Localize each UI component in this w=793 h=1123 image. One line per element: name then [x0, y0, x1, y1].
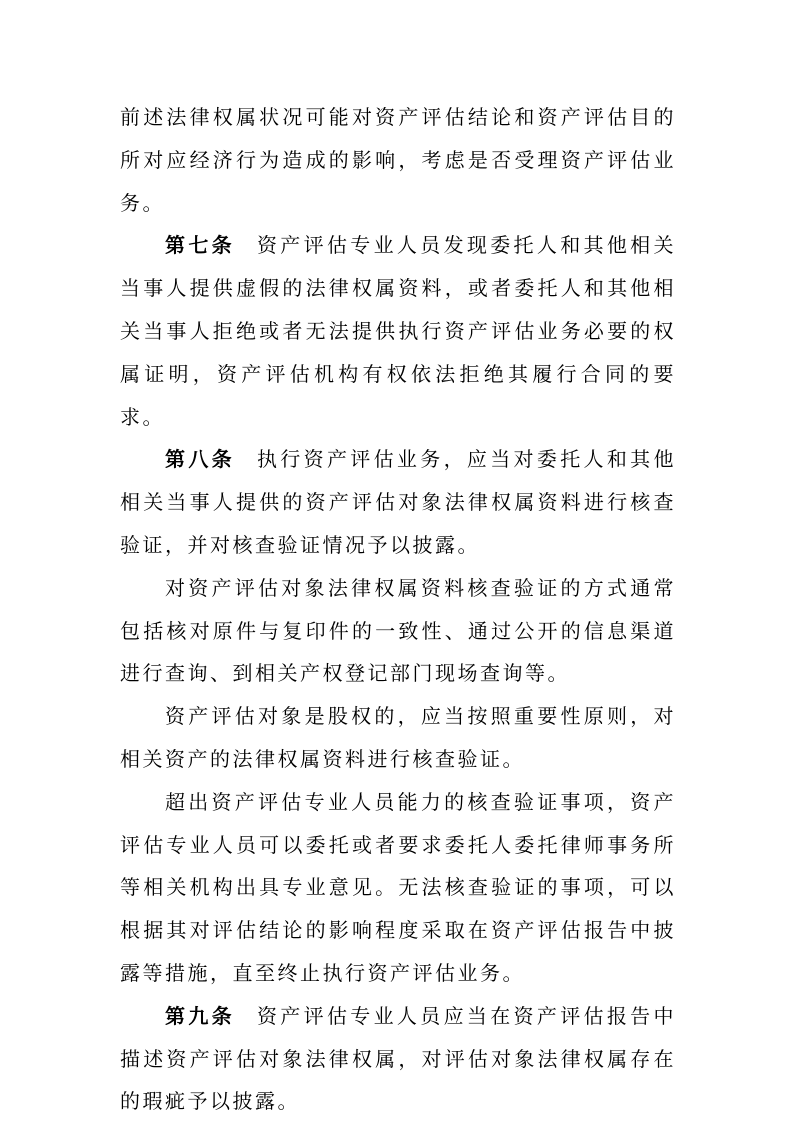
paragraph-continuation [120, 96, 676, 224]
article-number: 第七条 [165, 233, 235, 258]
paragraph-text: 资产评估专业人员发现委托人和其他相关当事人提供虚假的法律权属资料，或者委托人和其他相关当事人拒绝或者无法提供执行资产评估业务必要的权属证明，资产评估机构有权依法拒绝其履行合同的要求。 [120, 233, 677, 429]
paragraph-text: 资产评估对象是股权的，应当按照重要性原则，对相关资产的法律权属资料进行核查验证。 [120, 704, 676, 771]
article-number: 第九条 [165, 1003, 235, 1028]
document-page [120, 96, 676, 1123]
article-number: 第八条 [165, 447, 235, 472]
paragraph-equity [120, 695, 676, 781]
paragraph-text: 对资产评估对象法律权属资料核查验证的方式通常包括核对原件与复印件的一致性、通过公开的信息渠道进行查询、到相关产权登记部门现场查询等。 [120, 575, 676, 686]
paragraph-text: 前述法律权属状况可能对资产评估结论和资产评估目的所对应经济行为造成的影响，考虑是否受理资产评估业务。 [120, 105, 676, 215]
paragraph-text: 执行资产评估业务，应当对委托人和其他相关当事人提供的资产评估对象法律权属资料进行核查验证，并对核查验证情况予以披露。 [120, 447, 677, 557]
paragraph-beyond-capability [120, 781, 676, 995]
paragraph-text: 超出资产评估专业人员能力的核查验证事项，资产评估专业人员可以委托或者要求委托人委托律师事务所等相关机构出具专业意见。无法核查验证的事项，可以根据其对评估结论的影响程度采取在资产评估报告中披露等措施，直至终止执行资产评估业务。 [120, 789, 676, 985]
paragraph-verification-methods [120, 567, 676, 695]
paragraph-article-7 [120, 224, 676, 438]
paragraph-text: 资产评估专业人员应当在资产评估报告中描述资产评估对象法律权属，对评估对象法律权属存在的瑕疵予以披露。 [120, 1003, 677, 1114]
paragraph-article-8 [120, 438, 676, 566]
paragraph-article-9 [120, 995, 676, 1123]
